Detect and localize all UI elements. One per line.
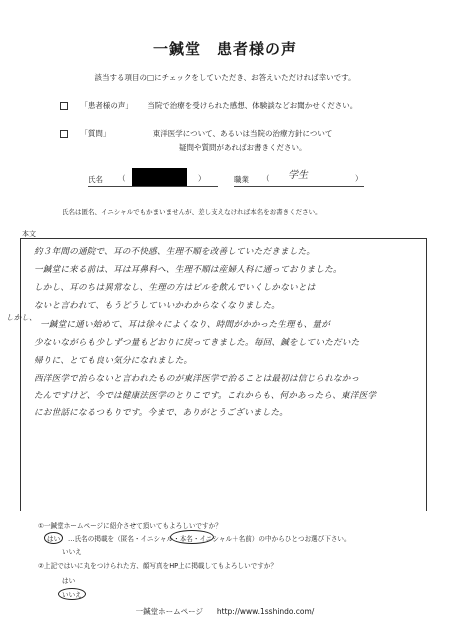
q2-no-circled[interactable]: いいえ [58,588,86,600]
question-1: ①一鍼堂ホームページに紹介させて頂いてもよろしいですか？ [38,522,222,530]
option-question-desc: 東洋医学について、あるいは当院の治療方針について [152,129,333,138]
handwriting-line: 一鍼堂に来る前は、耳は耳鼻科へ、生理不順は産婦人科に通っておりました。 [34,265,342,275]
job-underline [234,186,364,187]
option-voice[interactable] [60,100,357,111]
redacted-name [132,168,187,186]
name-note: 氏名は匿名、イニシャルでもかまいませんが、差し支えなければ本名をお書きください。 [62,208,322,216]
footer-homepage: 一鍼堂ホームページ http://www.1sshindo.com/ [135,607,315,616]
checkbox-question[interactable] [60,130,68,138]
margin-note: しかし、 [6,313,37,322]
handwriting-line: にお世話になるつもりです。今まで、ありがとうございました。 [34,408,289,418]
q1-yes-circled[interactable]: はい [44,532,63,544]
option-voice-label: 「患者様の声」 [80,101,133,110]
initial-circle-mark [170,530,214,544]
name-label: 氏名 [88,175,103,184]
job-paren-close: ） [355,174,363,183]
handwriting-line: 帰りに、とても良い気分になれました。 [34,356,193,366]
name-paren-open: （ [118,174,126,183]
job-label: 職業 [234,175,249,184]
job-paren-open: （ [262,174,270,183]
name-underline [88,186,218,187]
handwriting-line: 西洋医学で治らないと言われたものが東洋医学で治ることは最初は信じられなかっ [34,374,360,384]
handwriting-line: 少ないながらも少しずつ量もどおりに戻ってきました。毎回、鍼をしていただいた [34,338,360,348]
intro-text: 該当する項目の□にチェックをしていただき、お答えいただければ幸いです。 [94,73,356,82]
question-2: ②上記ではいに丸をつけられた方、顔写真をHP上に掲載してもよろしいですか？ [38,562,278,570]
handwriting-line: しかし、耳のちは異常なし、生理の方はピルを飲んでいくしかないとは [34,283,316,293]
body-label: 本文 [22,230,36,238]
q1-no[interactable]: いいえ [62,548,82,556]
handwriting-line: 約３年間の通院で、耳の不快感、生理不順を改善していただきました。 [34,247,316,257]
option-question-desc2: 疑問や質問があればお書きください。 [179,143,307,152]
handwriting-line: 一鍼堂に通い始めて、耳は徐々によくなり、時間がかかった生理も、量が [40,320,331,330]
handwriting-line: たんですけど、今では健康法医学のとりこです。これからも、何かあったら、東洋医学 [34,391,377,401]
page-title: 一鍼堂 患者様の声 [152,40,297,58]
option-question-label: 「質問」 [80,129,111,138]
job-value[interactable]: 学生 [288,170,308,181]
handwriting-line: ないと言われて、もうどうしていいかわからなくなりました。 [34,301,281,311]
q2-yes[interactable]: はい [62,577,76,585]
checkbox-voice[interactable] [60,102,68,110]
q1-detail: …氏名の掲載を（匿名・イニシャル・本名・イニシャル＋名前）の中からひとつお選び下さい。 [68,535,351,543]
name-paren-close: ） [198,174,206,183]
option-voice-desc: 当院で治療を受けられた感想、体験談などお聞かせください。 [147,101,358,110]
option-question[interactable] [60,128,332,139]
